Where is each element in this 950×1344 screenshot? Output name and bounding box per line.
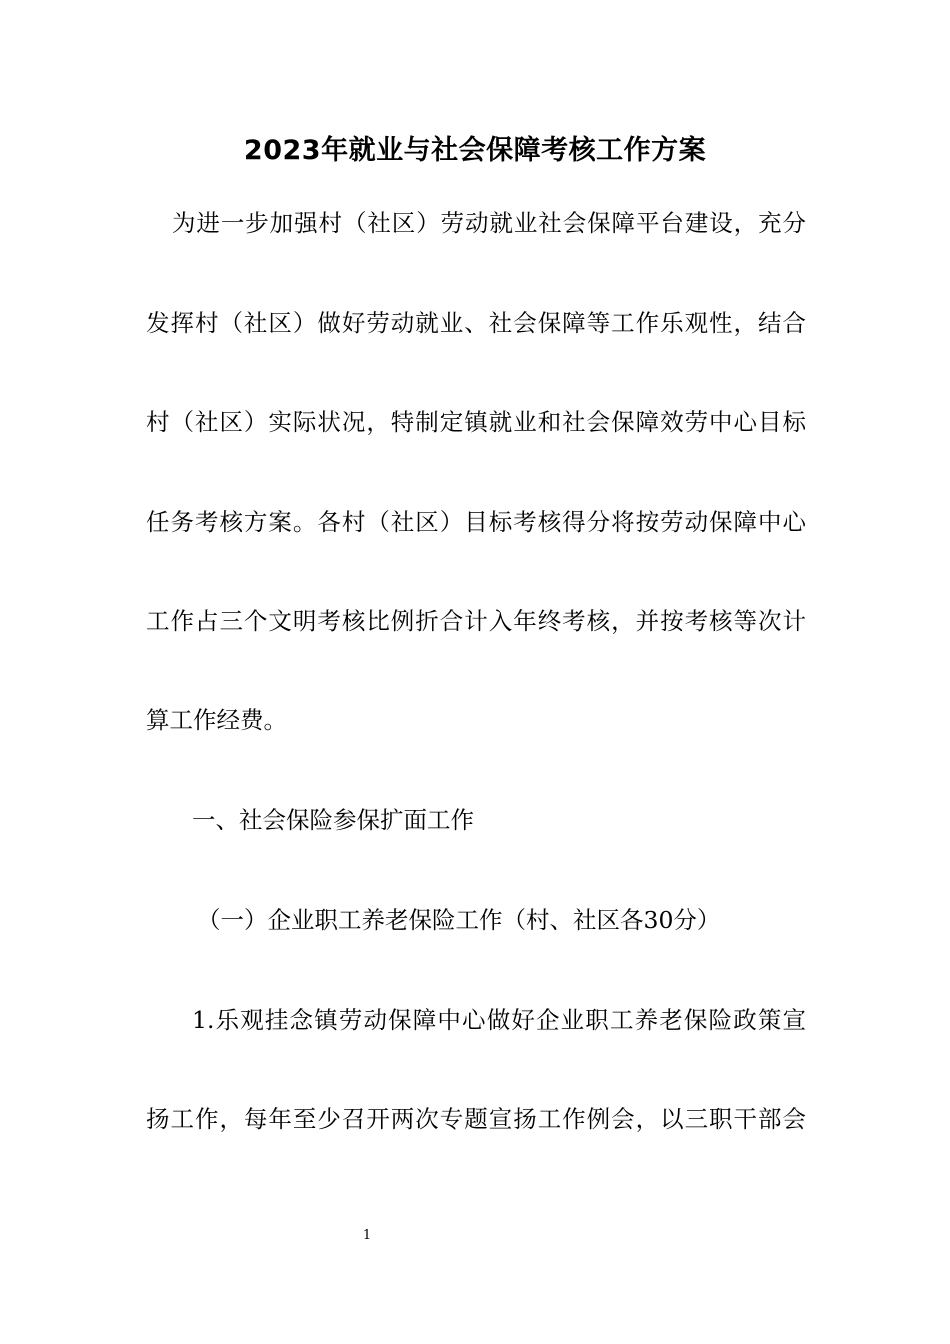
section-heading: 一、社会保险参保扩面工作	[192, 806, 474, 834]
paragraph-line: 任务考核方案。各村（社区）目标考核得分将按劳动保障中心	[146, 508, 806, 536]
paragraph-line: 工作占三个文明考核比例折合计入年终考核，并按考核等次计	[146, 607, 806, 635]
paragraph-line: 村（社区）实际状况，特制定镇就业和社会保障效劳中心目标	[146, 408, 806, 436]
page-title: 2023年就业与社会保障考核工作方案	[243, 135, 707, 166]
subsection-heading: （一）企业职工养老保险工作（村、社区各30分）	[197, 906, 721, 934]
paragraph-line: 算工作经费。	[146, 706, 287, 734]
paragraph-line: 发挥村（社区）做好劳动就业、社会保障等工作乐观性，结合	[146, 309, 806, 337]
paragraph-line: 扬工作，每年至少召开两次专题宣扬工作例会，以三职干部会	[146, 1105, 806, 1133]
page-number: 1	[362, 1228, 372, 1243]
paragraph-line: 为进一步加强村（社区）劳动就业社会保障平台建设，充分	[172, 209, 806, 237]
paragraph-line: 1.乐观挂念镇劳动保障中心做好企业职工养老保险政策宣	[192, 1006, 806, 1034]
